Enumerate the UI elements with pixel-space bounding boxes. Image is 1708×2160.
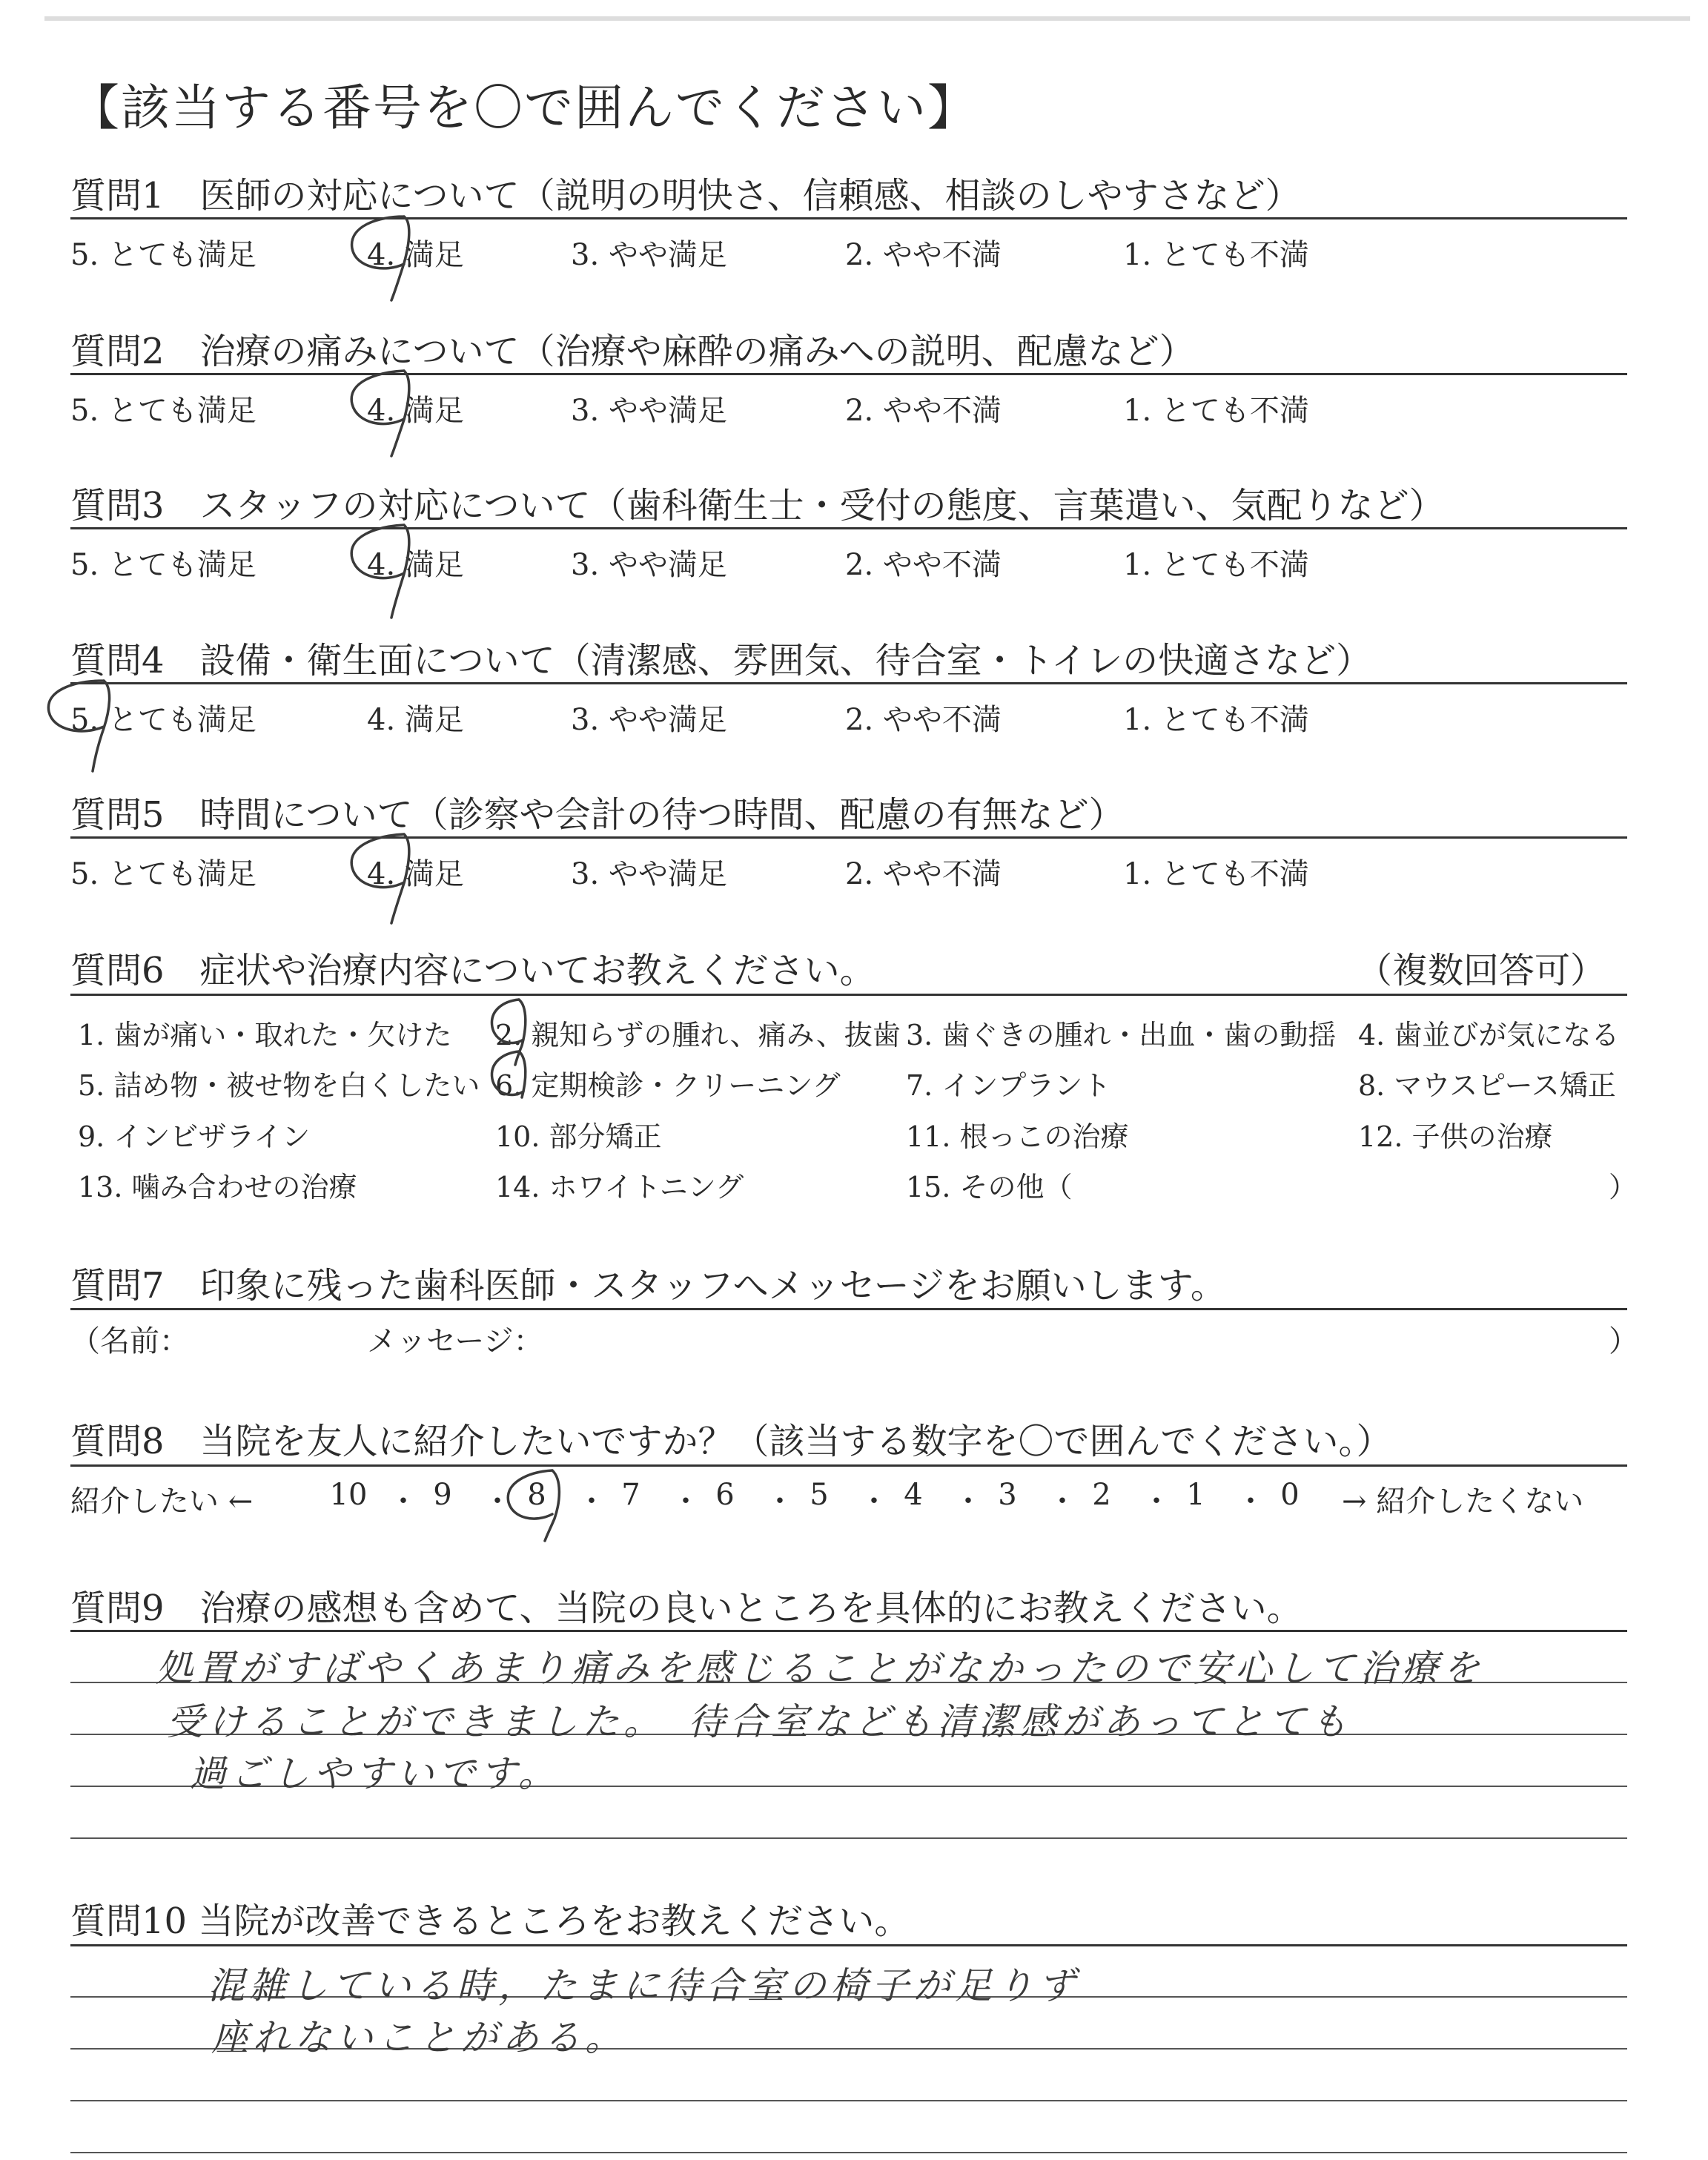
q8-separator-dot: ・ (1236, 1484, 1265, 1519)
q9-answer-line-2: 受けることができました。 待合室なども清潔感があってとても (167, 1700, 1352, 1743)
question-6-rule (70, 994, 1627, 996)
q8-separator-dot: ・ (859, 1484, 889, 1519)
q6-option-4[interactable]: 4. 歯並びが気になる (1358, 1019, 1620, 1051)
q6-option-13[interactable]: 13. 噛み合わせの治療 (78, 1171, 357, 1203)
q5-option-3[interactable]: 3. やや満足 (571, 857, 727, 891)
q5-option-1[interactable]: 1. とても不満 (1123, 857, 1309, 891)
question-9-title: 質問9 治療の感想も含めて、当院の良いところを具体的にお教えください。 (70, 1588, 1302, 1629)
q6-option-9[interactable]: 9. インビザライン (78, 1120, 311, 1153)
question-8-rule (70, 1464, 1627, 1467)
q5-option-2[interactable]: 2. やや不満 (845, 857, 1002, 891)
q8-separator-dot: ・ (577, 1484, 606, 1519)
q8-number-3[interactable]: 3 (998, 1478, 1017, 1512)
q8-right-label: → 紹介したくない (1342, 1484, 1584, 1519)
q5-option-4[interactable]: 4. 満足 (367, 857, 464, 891)
question-5-rule (70, 836, 1627, 839)
q9-answer-line-1: 処置がすばやくあまり痛みを感じることがなかったので安心して治療を (156, 1647, 1484, 1690)
q6-option-1[interactable]: 1. 歯が痛い・取れた・欠けた (78, 1019, 452, 1051)
q2-option-4[interactable]: 4. 満足 (367, 394, 464, 428)
q2-option-1[interactable]: 1. とても不満 (1123, 394, 1309, 428)
q1-option-1[interactable]: 1. とても不満 (1123, 238, 1309, 272)
question-3-title: 質問3 スタッフの対応について（歯科衛生士・受付の態度、言葉遣い、気配りなど） (70, 485, 1445, 526)
q6-option-2[interactable]: 2. 親知らずの腫れ、痛み、抜歯 (495, 1019, 901, 1051)
q6-option-14[interactable]: 14. ホワイトニング (495, 1171, 744, 1203)
q3-option-3[interactable]: 3. やや満足 (571, 548, 727, 582)
q10-answer-line-1: 混雑している時，たまに待合室の椅子が足りず (208, 1964, 1079, 2007)
question-3-rule (70, 527, 1627, 529)
q8-number-7[interactable]: 7 (621, 1478, 640, 1512)
q8-number-2[interactable]: 2 (1092, 1478, 1111, 1512)
q1-option-2[interactable]: 2. やや不満 (845, 238, 1002, 272)
q8-number-0[interactable]: 0 (1280, 1478, 1300, 1512)
question-1-title: 質問1 医師の対応について（説明の明快さ、信頼感、相談のしやすさなど） (70, 175, 1301, 217)
q3-option-2[interactable]: 2. やや不満 (845, 548, 1002, 582)
q7-name-label: （名前： (70, 1324, 189, 1358)
q6-option-12[interactable]: 12. 子供の治療 (1358, 1120, 1553, 1153)
question-2-title: 質問2 治療の痛みについて（治療や麻酔の痛みへの説明、配慮など） (70, 331, 1195, 372)
scan-edge (44, 16, 1690, 21)
q8-separator-dot: ・ (765, 1484, 795, 1519)
q8-number-9[interactable]: 9 (433, 1478, 452, 1512)
q4-option-3[interactable]: 3. やや満足 (571, 703, 727, 737)
q3-option-1[interactable]: 1. とても不満 (1123, 548, 1309, 582)
q8-left-label: 紹介したい ← (70, 1484, 254, 1519)
q8-number-8[interactable]: 8 (527, 1478, 546, 1512)
question-6-title: 質問6 症状や治療内容についてお教えください。 (70, 950, 875, 991)
q2-option-2[interactable]: 2. やや不満 (845, 394, 1002, 428)
question-4-title: 質問4 設備・衛生面について（清潔感、雰囲気、待合室・トイレの快適さなど） (70, 640, 1372, 681)
question-6-note: （複数回答可） (1357, 950, 1606, 991)
q8-number-6[interactable]: 6 (715, 1478, 735, 1512)
q5-option-5[interactable]: 5. とても満足 (70, 857, 256, 891)
question-10-title: 質問10 当院が改善できるところをお教えください。 (70, 1900, 910, 1942)
q6-option-15[interactable]: 15. その他（ (906, 1171, 1073, 1203)
q9-answer-line-3: 過ごしやすいです。 (189, 1752, 560, 1795)
q8-number-4[interactable]: 4 (904, 1478, 923, 1512)
question-5-title: 質問5 時間について（診察や会計の待つ時間、配慮の有無など） (70, 794, 1125, 836)
question-9-rule (70, 1630, 1627, 1632)
q1-option-4[interactable]: 4. 満足 (367, 238, 464, 272)
q7-message-label: メッセージ： (367, 1324, 543, 1358)
q6-option-8[interactable]: 8. マウスピース矯正 (1358, 1069, 1616, 1102)
q4-option-2[interactable]: 2. やや不満 (845, 703, 1002, 737)
q3-option-5[interactable]: 5. とても満足 (70, 548, 256, 582)
question-7-title: 質問7 印象に残った歯科医師・スタッフへメッセージをお願いします。 (70, 1265, 1226, 1307)
q6-option-11[interactable]: 11. 根っこの治療 (906, 1120, 1129, 1153)
question-2-rule (70, 373, 1627, 375)
question-7-rule (70, 1308, 1627, 1310)
q2-option-3[interactable]: 3. やや満足 (571, 394, 727, 428)
q10-line-4 (70, 2152, 1627, 2153)
q4-option-1[interactable]: 1. とても不満 (1123, 703, 1309, 737)
question-1-rule (70, 217, 1627, 219)
q8-number-5[interactable]: 5 (810, 1478, 829, 1512)
q1-option-5[interactable]: 5. とても満足 (70, 238, 256, 272)
q6-option-10[interactable]: 10. 部分矯正 (495, 1120, 662, 1153)
q8-separator-dot: ・ (483, 1484, 512, 1519)
q4-option-4[interactable]: 4. 満足 (367, 703, 464, 737)
q9-line-4 (70, 1837, 1627, 1839)
q6-other-close: ） (1609, 1171, 1638, 1203)
q10-line-3 (70, 2100, 1627, 2101)
question-4-rule (70, 682, 1627, 684)
q2-option-5[interactable]: 5. とても満足 (70, 394, 256, 428)
q8-separator-dot: ・ (1047, 1484, 1077, 1519)
q8-separator-dot: ・ (388, 1484, 418, 1519)
q3-option-4[interactable]: 4. 満足 (367, 548, 464, 582)
q1-option-3[interactable]: 3. やや満足 (571, 238, 727, 272)
q8-separator-dot: ・ (1142, 1484, 1171, 1519)
question-10-rule (70, 1944, 1627, 1946)
q6-option-3[interactable]: 3. 歯ぐきの腫れ・出血・歯の動揺 (906, 1019, 1337, 1051)
q6-option-6[interactable]: 6. 定期検診・クリーニング (495, 1069, 841, 1102)
q6-option-5[interactable]: 5. 詰め物・被せ物を白くしたい (78, 1069, 480, 1102)
q8-separator-dot: ・ (953, 1484, 983, 1519)
question-8-title: 質問8 当院を友人に紹介したいですか？（該当する数字を〇で囲んでください。） (70, 1421, 1392, 1462)
q8-number-10[interactable]: 10 (329, 1478, 368, 1512)
q10-answer-line-2: 座れないことがある。 (211, 2016, 626, 2059)
q8-separator-dot: ・ (671, 1484, 701, 1519)
q4-option-5[interactable]: 5. とても満足 (70, 703, 256, 737)
q7-close: ） (1609, 1324, 1638, 1358)
page-title: 【該当する番号を〇で囲んでください】 (70, 79, 978, 136)
q6-option-7[interactable]: 7. インプラント (906, 1069, 1111, 1102)
q8-number-1[interactable]: 1 (1186, 1478, 1205, 1512)
